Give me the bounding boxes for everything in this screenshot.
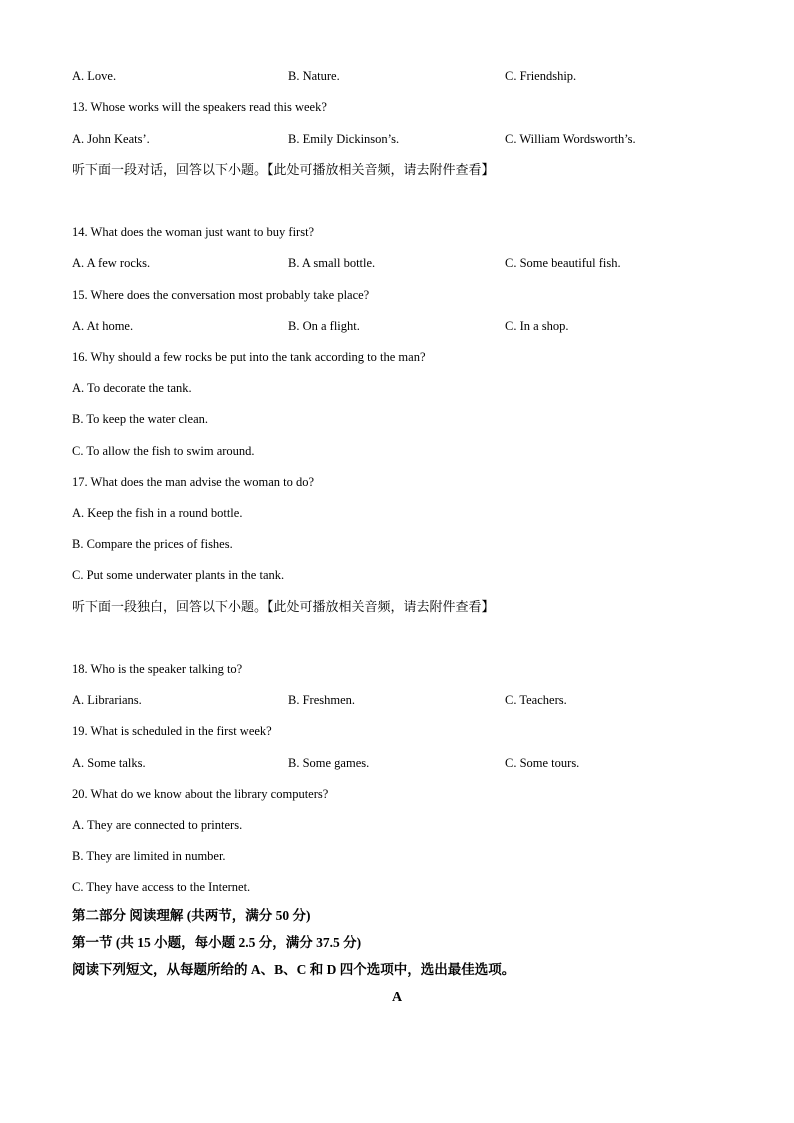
part-two-title: 第二部分 阅读理解 (共两节，满分 50 分) <box>72 908 311 923</box>
q13-option-a: A. John Keats’. <box>72 132 150 146</box>
q20-option-a: A. They are connected to printers. <box>72 818 243 832</box>
q19-option-a: A. Some talks. <box>72 756 146 770</box>
q13-option-b: B. Emily Dickinson’s. <box>288 132 400 146</box>
q17-option-c: C. Put some underwater plants in the tank. <box>72 568 285 582</box>
q15-option-a: A. At home. <box>72 319 134 333</box>
monologue-instruction: 听下面一段独白，回答以下小题。【此处可播放相关音频，请去附件查看】 <box>72 599 495 614</box>
q18-option-a: A. Librarians. <box>72 693 142 707</box>
q15-question: 15. Where does the conversation most probably take place? <box>72 288 370 302</box>
q17-option-b: B. Compare the prices of fishes. <box>72 537 233 551</box>
q13-question: 13. Whose works will the speakers read this week? <box>72 100 327 114</box>
q16-option-c: C. To allow the fish to swim around. <box>72 444 255 458</box>
q18-question: 18. Who is the speaker talking to? <box>72 662 243 676</box>
q19-option-c: C. Some tours. <box>505 756 580 770</box>
q14-option-b: B. A small bottle. <box>288 256 376 270</box>
q19-question: 19. What is scheduled in the first week? <box>72 724 272 738</box>
q12-option-a: A. Love. <box>72 69 117 83</box>
passage-label: A <box>391 990 403 1005</box>
q20-option-c: C. They have access to the Internet. <box>72 880 251 894</box>
q17-question: 17. What does the man advise the woman to do? <box>72 475 315 489</box>
q15-option-c: C. In a shop. <box>505 319 569 333</box>
q17-option-a: A. Keep the fish in a round bottle. <box>72 506 243 520</box>
section-one-title: 第一节 (共 15 小题，每小题 2.5 分，满分 37.5 分) <box>72 935 362 950</box>
q16-option-a: A. To decorate the tank. <box>72 381 192 395</box>
q14-option-a: A. A few rocks. <box>72 256 151 270</box>
q19-option-b: B. Some games. <box>288 756 370 770</box>
q16-option-b: B. To keep the water clean. <box>72 412 208 426</box>
q12-option-c: C. Friendship. <box>505 69 577 83</box>
reading-instruction: 阅读下列短文，从每题所给的 A、B、C 和 D 四个选项中，选出最佳选项。 <box>72 962 516 977</box>
q12-option-b: B. Nature. <box>288 69 340 83</box>
q15-option-b: B. On a flight. <box>288 319 360 333</box>
q14-option-c: C. Some beautiful fish. <box>505 256 621 270</box>
q18-option-b: B. Freshmen. <box>288 693 356 707</box>
q14-question: 14. What does the woman just want to buy first? <box>72 225 315 239</box>
q18-option-c: C. Teachers. <box>505 693 567 707</box>
q16-question: 16. Why should a few rocks be put into the tank according to the man? <box>72 350 426 364</box>
q20-question: 20. What do we know about the library computers? <box>72 787 329 801</box>
dialogue-instruction: 听下面一段对话，回答以下小题。【此处可播放相关音频，请去附件查看】 <box>72 162 495 177</box>
q13-option-c: C. William Wordsworth’s. <box>505 132 636 146</box>
q20-option-b: B. They are limited in number. <box>72 849 226 863</box>
